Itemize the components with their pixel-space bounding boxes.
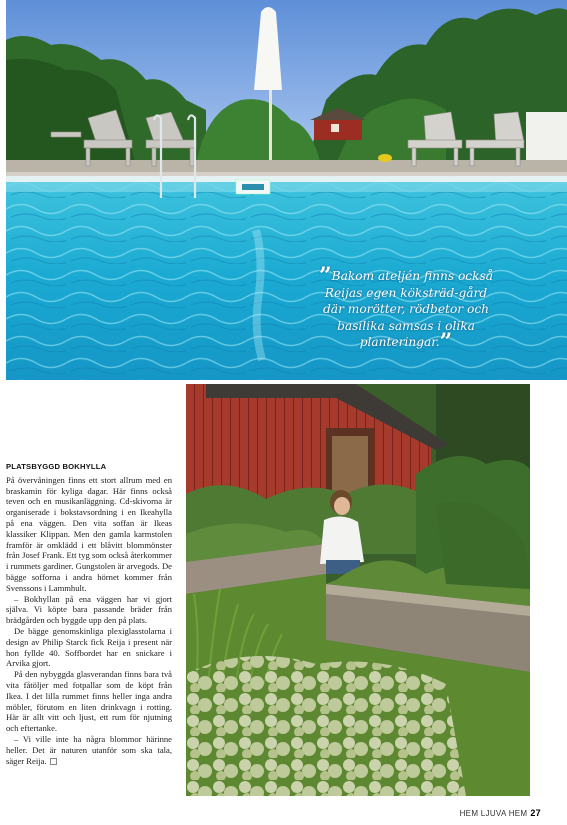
page-number: 27 xyxy=(530,808,541,818)
magazine-name: HEM LJUVA HEM xyxy=(459,809,528,818)
quote-open-mark: ” xyxy=(318,263,332,289)
page-footer xyxy=(460,808,541,818)
pull-quote-text: Bakom ateljén finns också Reijas egen köksträd-gård där morötter, rödbetor och basilika samsas i olika planteringar. xyxy=(323,269,494,349)
pull-quote xyxy=(316,263,496,355)
article-body xyxy=(6,462,172,766)
section-heading: PLATSBYGGD BOKHYLLA xyxy=(6,462,107,471)
paragraph: På den nybyggda glasverandan finns bara två vita fåtöljer med fotpallar som de köpt från Ikea. I det lilla rummet finns heller inga andra möbler, förutom en liten drinkvagn i rotting. Här är allt vitt och ljust, ett rum för njutning och eftertanke. xyxy=(6,669,172,734)
paragraph-text: – Vi ville inte ha några blommor härinne heller. Det är naturen utanför som ska tala, säger Reija. xyxy=(6,733,172,766)
end-mark-icon xyxy=(50,758,57,765)
quote-close-mark: ” xyxy=(439,329,453,355)
paragraph: – Bokhyllan på ena väggen har vi gjort själva. Vi köpte bara passande bräder från brädgården och byggde upp den på plats. xyxy=(6,593,172,626)
paragraph: De bägge genomskinliga plexiglasstolarna i design av Philip Starck fick Reija i present när hon fyllde 40. Soffbordet har en snickare i Arvika gjort. xyxy=(6,625,172,669)
garden-photo xyxy=(186,384,530,796)
paragraph: På övervåningen finns ett stort allrum med en braskamin för kyliga dagar. Här finns också teven och en musikanläggning. Cd-skivorna är organiserade i bokstavsordning i en Ikeahylla på ena väggen. Den vita soffan är Ikeas klassiker Klippan. Men den gamla karmstolen framför är omklädd i ett blåvitt blommönster från Josef Frank. Ett tyg som också återkommer i rummets gardiner. Gungstolen är arvegods. De bägge sofforna i andra hörnet kommer från Svenssons i Lammhult. xyxy=(6,474,172,593)
paragraph-last xyxy=(6,734,172,766)
